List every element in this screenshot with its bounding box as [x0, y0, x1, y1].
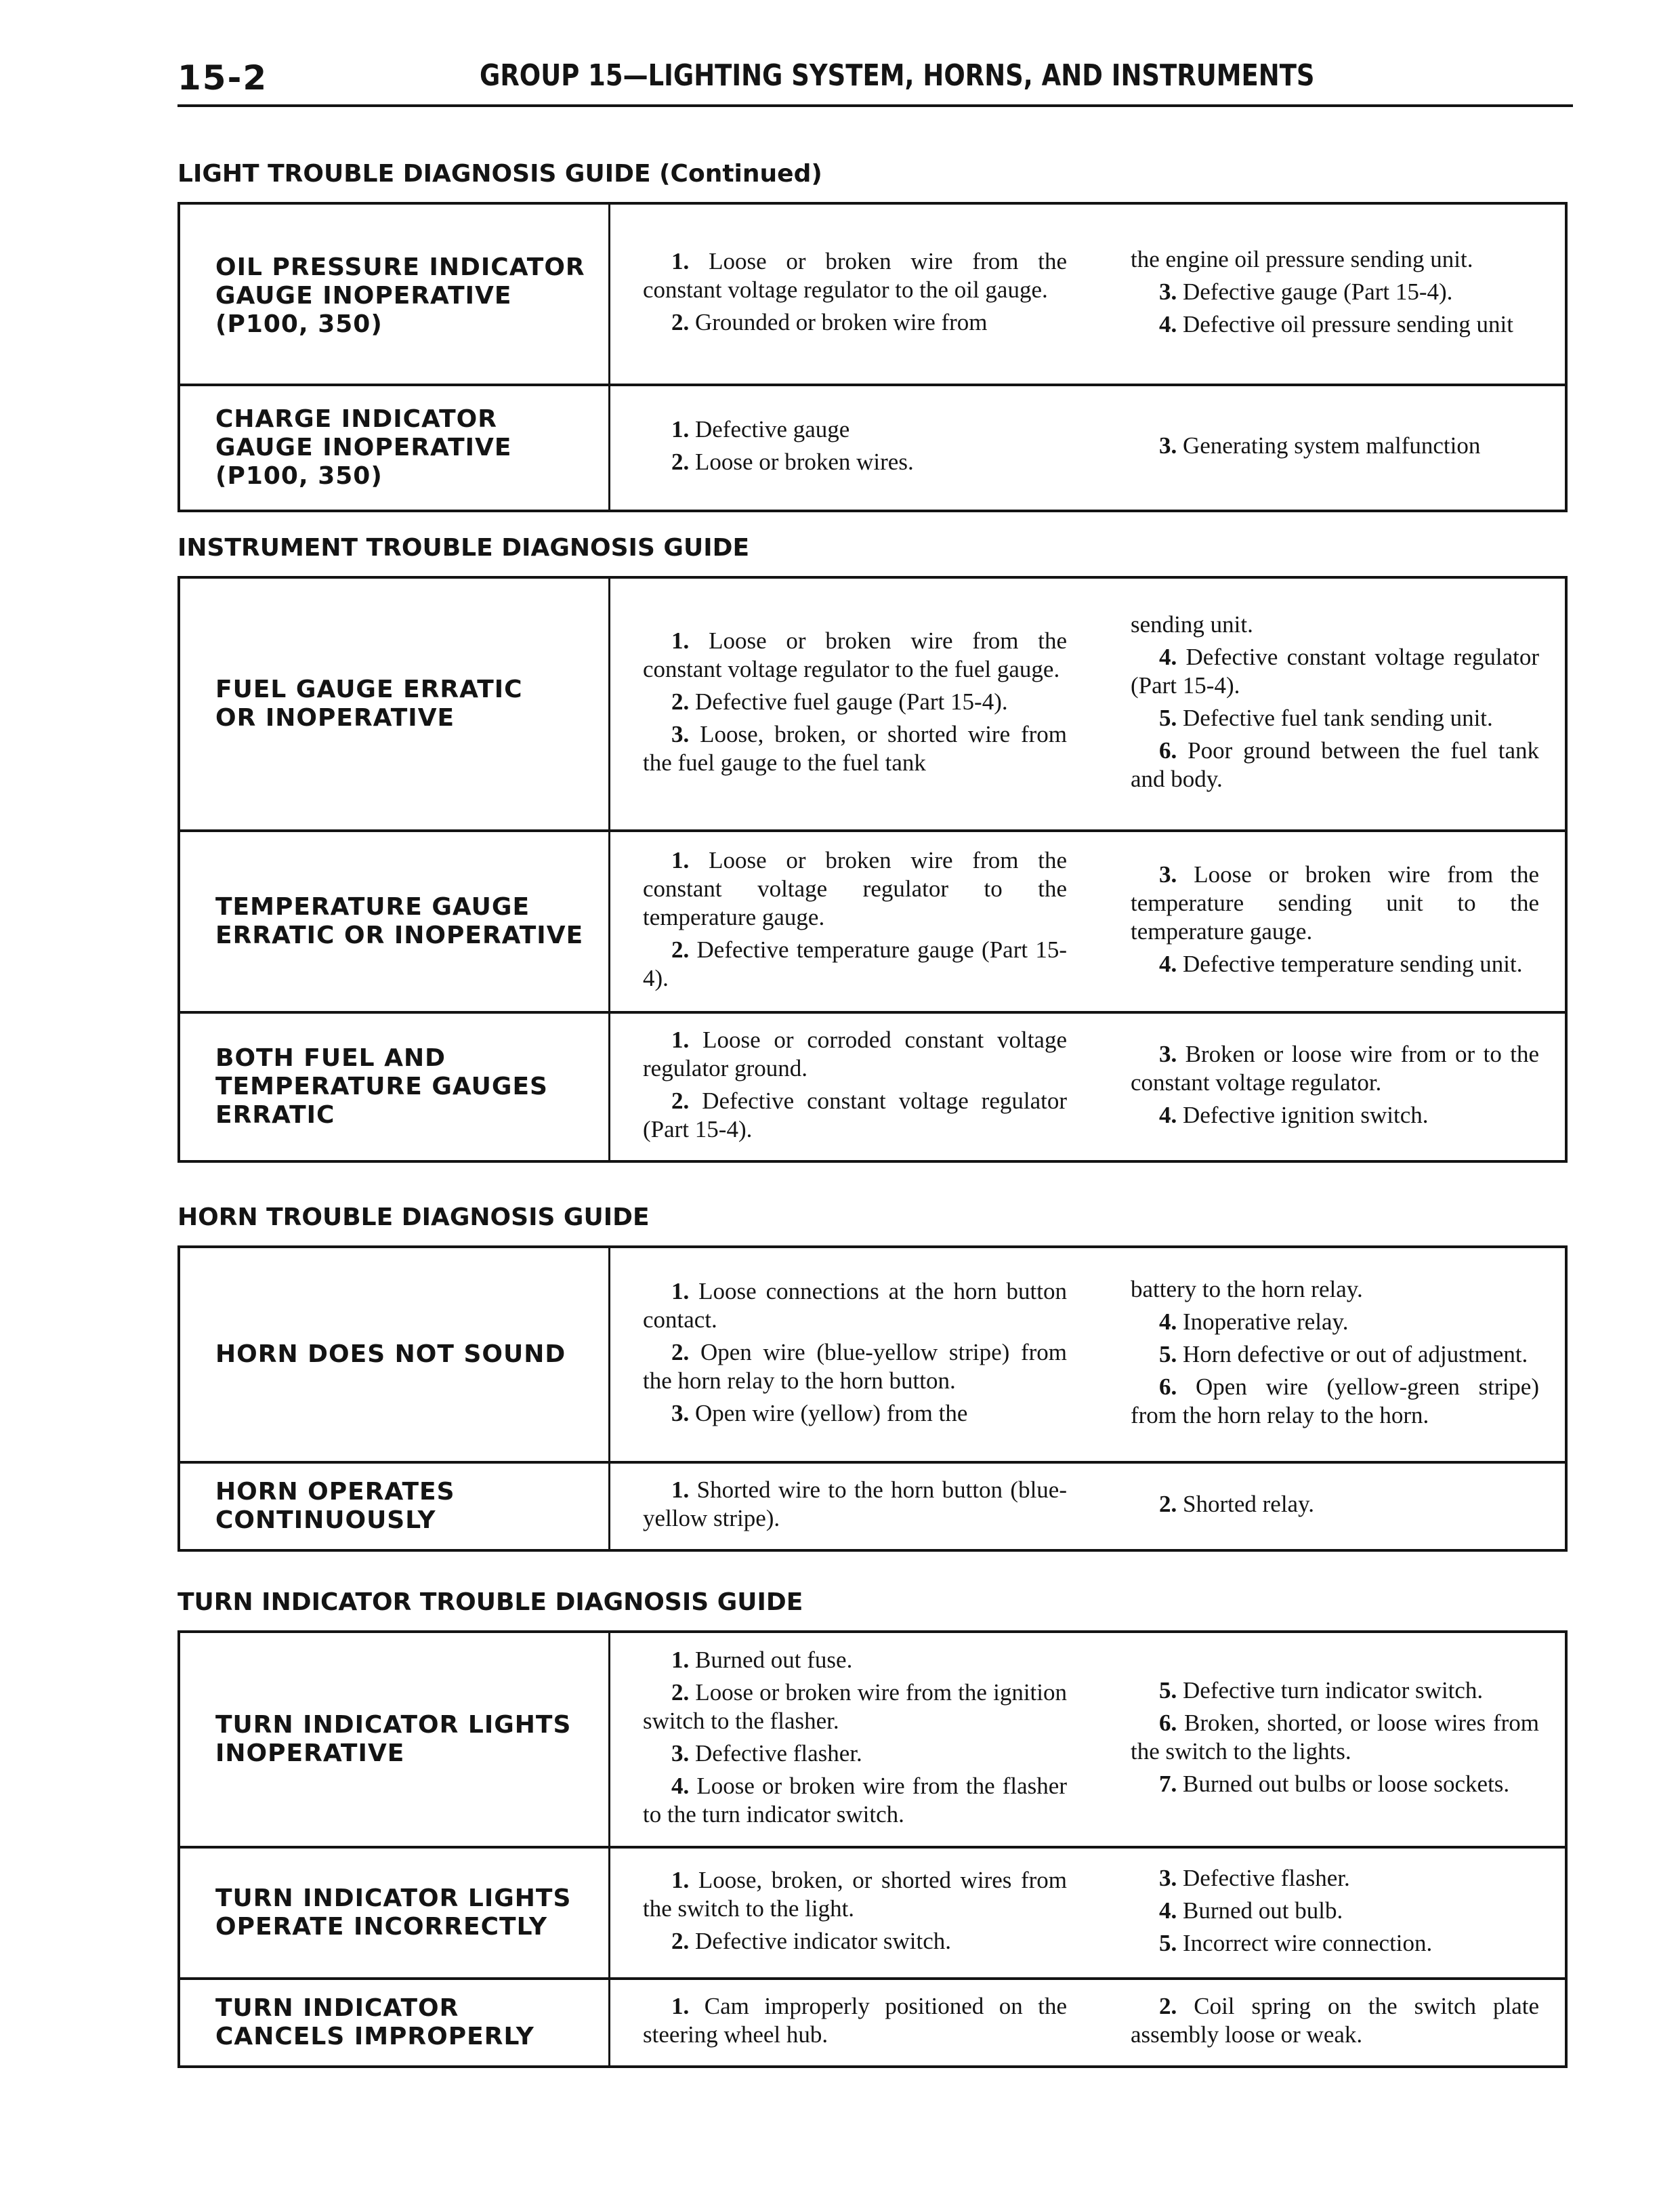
condition-line: CANCELS IMPROPERLY — [215, 2023, 534, 2050]
causes-left-column — [610, 1247, 1096, 1462]
cause-item — [643, 1866, 1067, 1923]
cause-number: 1. — [671, 1477, 690, 1503]
cause-item — [643, 1399, 1067, 1428]
causes-left-column — [610, 1012, 1096, 1161]
condition-line: OPERATE INCORRECTLY — [215, 1913, 548, 1941]
condition-line: INOPERATIVE — [215, 1739, 405, 1767]
diagnosis-table — [177, 576, 1568, 1163]
cause-number: 2. — [671, 688, 690, 715]
diagnosis-table — [177, 202, 1568, 512]
condition-line: (P100, 350) — [215, 310, 383, 338]
section-title: LIGHT TROUBLE DIAGNOSIS GUIDE (Continued) — [177, 160, 822, 188]
causes-right-column — [1095, 1979, 1566, 2067]
cause-item — [1131, 245, 1539, 274]
cause-text: Shorted relay. — [1183, 1491, 1315, 1517]
condition-line: TURN INDICATOR LIGHTS — [215, 1884, 572, 1912]
condition-line: TURN INDICATOR LIGHTS — [215, 1711, 572, 1739]
cause-number: 1. — [671, 1867, 690, 1893]
table-row — [179, 1247, 1566, 1462]
cause-item — [643, 415, 1067, 444]
cause-text: Poor ground between the fuel tank and body. — [1131, 737, 1539, 792]
cause-text: Defective oil pressure sending unit — [1183, 311, 1513, 337]
trouble-condition — [179, 1847, 610, 1979]
table-row — [179, 385, 1566, 511]
cause-text: the engine oil pressure sending unit. — [1131, 246, 1473, 272]
diagnosis-table — [177, 1630, 1568, 2068]
cause-item — [1131, 278, 1539, 306]
causes-right-column — [1095, 831, 1566, 1012]
cause-text: Burned out bulb. — [1183, 1897, 1343, 1924]
condition-line: TEMPERATURE GAUGE — [215, 893, 530, 921]
condition-line: FUEL GAUGE ERRATIC — [215, 676, 523, 703]
cause-item — [1131, 1101, 1539, 1130]
cause-text: Shorted wire to the horn button (blue-yellow stripe). — [643, 1477, 1067, 1531]
group-title: GROUP 15—LIGHTING SYSTEM, HORNS, AND INSTRUMENTS — [480, 58, 1315, 93]
cause-item — [643, 627, 1067, 684]
cause-number: 3. — [671, 1740, 690, 1767]
diagnosis-table — [177, 1245, 1568, 1552]
causes-left-column — [610, 831, 1096, 1012]
causes-right-column — [1095, 203, 1566, 385]
cause-text: Defective constant voltage regulator (Part 15-4). — [1131, 644, 1539, 699]
cause-text: Grounded or broken wire from — [695, 309, 988, 335]
cause-number: 3. — [1159, 278, 1177, 305]
cause-number: 4. — [1159, 951, 1177, 977]
cause-text: Cam improperly positioned on the steering wheel hub. — [643, 1993, 1067, 2048]
table-row — [179, 831, 1566, 1012]
causes-right-column — [1095, 385, 1566, 511]
cause-number: 5. — [1159, 1341, 1177, 1367]
cause-text: Loose or broken wire from the ignition switch to the flasher. — [643, 1679, 1067, 1734]
trouble-condition — [179, 203, 610, 385]
cause-item — [1131, 1992, 1539, 2049]
cause-item — [1131, 1709, 1539, 1766]
table-row — [179, 1462, 1566, 1550]
cause-number: 2. — [671, 1928, 690, 1954]
table-row — [179, 1012, 1566, 1161]
cause-number: 3. — [1159, 1865, 1177, 1891]
cause-item — [1131, 611, 1539, 639]
condition-line: CONTINUOUSLY — [215, 1506, 436, 1534]
cause-text: Loose or corroded constant voltage regulator ground. — [643, 1027, 1068, 1081]
condition-line: GAUGE INOPERATIVE — [215, 282, 512, 310]
cause-text: Defective gauge (Part 15-4). — [1183, 278, 1453, 305]
cause-number: 7. — [1159, 1771, 1177, 1797]
table-row — [179, 203, 1566, 385]
cause-item — [643, 1476, 1067, 1533]
cause-text: Defective flasher. — [1183, 1865, 1350, 1891]
cause-number: 3. — [1159, 861, 1177, 888]
condition-line: (P100, 350) — [215, 462, 383, 490]
cause-text: Defective turn indicator switch. — [1183, 1677, 1484, 1704]
cause-number: 1. — [671, 1993, 690, 2019]
cause-text: Incorrect wire connection. — [1183, 1930, 1433, 1956]
cause-text: Loose or broken wire from the temperature sending unit to the temperature gauge. — [1131, 861, 1539, 945]
cause-item — [1131, 1275, 1539, 1304]
cause-number: 2. — [671, 449, 690, 475]
cause-number: 2. — [671, 1679, 690, 1706]
causes-right-column — [1095, 1012, 1566, 1161]
cause-item — [1131, 1373, 1539, 1430]
causes-left-column — [610, 385, 1096, 511]
cause-number: 2. — [671, 936, 690, 963]
cause-number: 4. — [1159, 1897, 1177, 1924]
cause-item — [1131, 310, 1539, 339]
cause-number: 1. — [671, 416, 690, 442]
condition-line: OR INOPERATIVE — [215, 704, 455, 732]
cause-number: 4. — [1159, 1102, 1177, 1128]
cause-number: 1. — [671, 847, 690, 873]
condition-line: BOTH FUEL AND — [215, 1044, 446, 1072]
causes-left-column — [610, 1462, 1096, 1550]
cause-text: Broken or loose wire from or to the constant voltage regulator. — [1131, 1041, 1540, 1096]
causes-left-column — [610, 1632, 1096, 1847]
cause-item — [1131, 432, 1539, 460]
trouble-condition — [179, 1979, 610, 2067]
cause-text: Defective indicator switch. — [695, 1928, 952, 1954]
causes-right-column — [1095, 1247, 1566, 1462]
cause-item — [1131, 950, 1539, 978]
cause-text: battery to the horn relay. — [1131, 1276, 1363, 1302]
condition-line: ERRATIC — [215, 1101, 335, 1129]
trouble-condition — [179, 385, 610, 511]
cause-text: Defective flasher. — [695, 1740, 862, 1767]
cause-number: 3. — [1159, 432, 1177, 459]
cause-text: Burned out fuse. — [695, 1647, 853, 1673]
cause-number: 1. — [671, 627, 690, 654]
cause-number: 1. — [671, 248, 690, 274]
cause-text: Defective gauge — [695, 416, 850, 442]
cause-text: Defective temperature sending unit. — [1183, 951, 1523, 977]
trouble-condition — [179, 831, 610, 1012]
cause-item — [643, 1026, 1067, 1083]
cause-text: Generating system malfunction — [1183, 432, 1481, 459]
causes-right-column — [1095, 1847, 1566, 1979]
cause-text: Loose, broken, or shorted wires from the switch to the light. — [643, 1867, 1068, 1922]
cause-text: Broken, shorted, or loose wires from the switch to the lights. — [1131, 1710, 1539, 1764]
table-row — [179, 577, 1566, 831]
trouble-condition — [179, 1632, 610, 1847]
cause-number: 2. — [1159, 1993, 1177, 2019]
cause-item — [643, 308, 1067, 337]
cause-item — [1131, 1490, 1539, 1519]
cause-number: 5. — [1159, 1930, 1177, 1956]
cause-text: Defective ignition switch. — [1183, 1102, 1429, 1128]
cause-number: 5. — [1159, 1677, 1177, 1704]
cause-item — [1131, 1676, 1539, 1705]
cause-number: 1. — [671, 1027, 690, 1053]
cause-text: Defective temperature gauge (Part 15-4). — [643, 936, 1068, 991]
cause-item — [1131, 1897, 1539, 1925]
cause-number: 1. — [671, 1647, 690, 1673]
cause-number: 2. — [1159, 1491, 1177, 1517]
cause-number: 5. — [1159, 705, 1177, 731]
cause-item — [643, 1277, 1067, 1334]
cause-number: 4. — [1159, 1308, 1177, 1335]
table-row — [179, 1847, 1566, 1979]
cause-item — [643, 1992, 1067, 2049]
cause-text: sending unit. — [1131, 611, 1253, 638]
cause-number: 2. — [671, 309, 690, 335]
cause-text: Open wire (blue-yellow stripe) from the horn relay to the horn button. — [643, 1339, 1068, 1394]
cause-number: 3. — [671, 721, 690, 747]
cause-number: 2. — [671, 1339, 690, 1365]
causes-right-column — [1095, 1462, 1566, 1550]
causes-right-column — [1095, 577, 1566, 831]
cause-item — [1131, 643, 1539, 700]
causes-right-column — [1095, 1632, 1566, 1847]
cause-number: 1. — [671, 1278, 690, 1304]
trouble-condition — [179, 1012, 610, 1161]
cause-text: Inoperative relay. — [1183, 1308, 1349, 1335]
cause-item — [643, 1739, 1067, 1768]
condition-line: GAUGE INOPERATIVE — [215, 434, 512, 461]
cause-number: 4. — [671, 1773, 690, 1799]
page-number: 15-2 — [177, 58, 268, 98]
cause-text: Defective fuel tank sending unit. — [1183, 705, 1493, 731]
condition-line: OIL PRESSURE INDICATOR — [215, 253, 585, 281]
cause-text: Defective fuel gauge (Part 15-4). — [695, 688, 1008, 715]
cause-number: 6. — [1159, 1710, 1177, 1736]
cause-item — [643, 1772, 1067, 1829]
cause-item — [643, 846, 1067, 932]
cause-number: 4. — [1159, 644, 1177, 670]
cause-item — [643, 1646, 1067, 1674]
cause-item — [643, 720, 1067, 777]
condition-line: CHARGE INDICATOR — [215, 405, 497, 433]
cause-item — [643, 936, 1067, 993]
cause-item — [1131, 1929, 1539, 1958]
cause-item — [643, 247, 1067, 304]
cause-text: Coil spring on the switch plate assembly loose or weak. — [1131, 1993, 1539, 2048]
cause-item — [1131, 1340, 1539, 1369]
cause-text: Loose, broken, or shorted wire from the fuel gauge to the fuel tank — [643, 721, 1068, 776]
cause-text: Defective constant voltage regulator (Part 15-4). — [643, 1088, 1067, 1142]
condition-line: ERRATIC OR INOPERATIVE — [215, 922, 584, 949]
section-title: TURN INDICATOR TROUBLE DIAGNOSIS GUIDE — [177, 1588, 803, 1616]
cause-item — [1131, 1770, 1539, 1798]
condition-line: HORN OPERATES — [215, 1478, 455, 1506]
cause-text: Open wire (yellow-green stripe) from the horn relay to the horn. — [1131, 1374, 1539, 1428]
cause-number: 6. — [1159, 1374, 1177, 1400]
cause-text: Burned out bulbs or loose sockets. — [1183, 1771, 1510, 1797]
cause-number: 3. — [671, 1400, 690, 1426]
causes-left-column — [610, 577, 1096, 831]
cause-text: Loose connections at the horn button contact. — [643, 1278, 1067, 1333]
cause-item — [1131, 737, 1539, 793]
cause-item — [1131, 861, 1539, 946]
cause-text: Loose or broken wire from the flasher to the turn indicator switch. — [643, 1773, 1067, 1828]
table-row — [179, 1979, 1566, 2067]
page-header — [177, 54, 1573, 107]
section-title: HORN TROUBLE DIAGNOSIS GUIDE — [177, 1203, 650, 1231]
cause-text: Loose or broken wires. — [695, 449, 914, 475]
header-rule — [177, 104, 1573, 107]
causes-left-column — [610, 1847, 1096, 1979]
cause-item — [643, 1338, 1067, 1395]
condition-line: TURN INDICATOR — [215, 1994, 459, 2022]
trouble-condition — [179, 577, 610, 831]
cause-text: Open wire (yellow) from the — [695, 1400, 968, 1426]
trouble-condition — [179, 1247, 610, 1462]
cause-item — [643, 448, 1067, 476]
cause-item — [643, 1678, 1067, 1735]
condition-line: TEMPERATURE GAUGES — [215, 1073, 548, 1100]
section-title: INSTRUMENT TROUBLE DIAGNOSIS GUIDE — [177, 534, 750, 562]
condition-line: HORN DOES NOT SOUND — [215, 1340, 566, 1368]
causes-left-column — [610, 1979, 1096, 2067]
cause-number: 2. — [671, 1088, 690, 1114]
cause-item — [643, 1927, 1067, 1956]
cause-number: 6. — [1159, 737, 1177, 764]
cause-item — [643, 688, 1067, 716]
cause-item — [643, 1087, 1067, 1144]
cause-item — [1131, 1308, 1539, 1336]
cause-text: Loose or broken wire from the constant voltage regulator to the fuel gauge. — [643, 627, 1067, 682]
cause-text: Loose or broken wire from the constant voltage regulator to the oil gauge. — [643, 248, 1067, 303]
causes-left-column — [610, 203, 1096, 385]
cause-text: Loose or broken wire from the constant voltage regulator to the temperature gauge. — [643, 847, 1067, 930]
table-row — [179, 1632, 1566, 1847]
cause-text: Horn defective or out of adjustment. — [1183, 1341, 1528, 1367]
trouble-condition — [179, 1462, 610, 1550]
cause-item — [1131, 1040, 1539, 1097]
cause-number: 3. — [1159, 1041, 1177, 1067]
cause-item — [1131, 704, 1539, 732]
cause-item — [1131, 1864, 1539, 1893]
cause-number: 4. — [1159, 311, 1177, 337]
